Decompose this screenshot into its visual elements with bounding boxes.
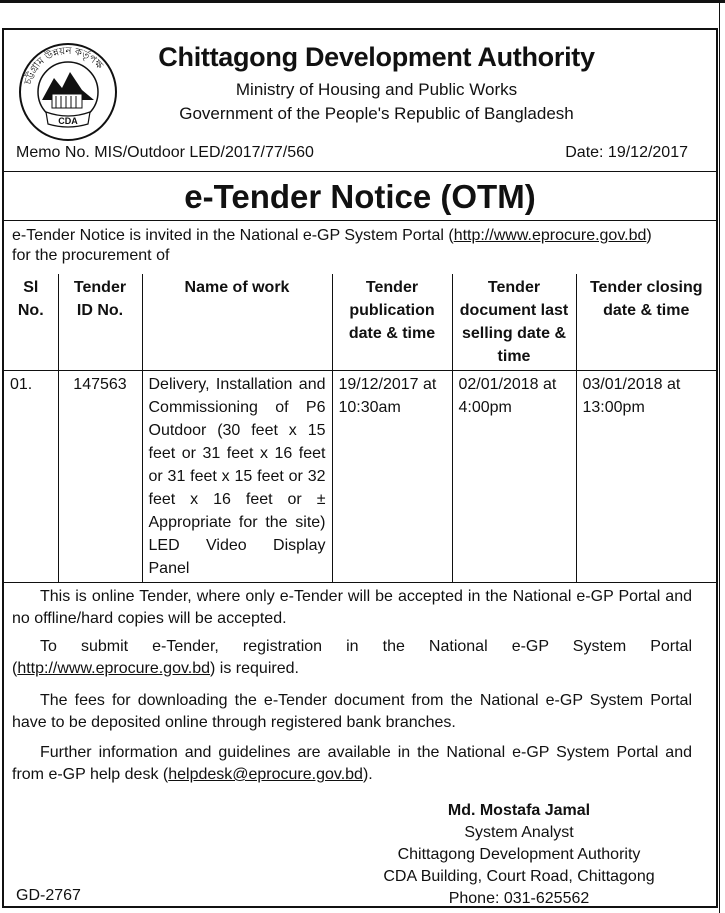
paragraph-online-tender: This is online Tender, where only e-Tender will be accepted in the National e-GP Portal and no offline/hard copies will be accepted. — [12, 588, 692, 627]
signatory-phone: Phone: 031-625562 — [448, 890, 590, 907]
col-header-closing: Tender closing date & time — [576, 274, 716, 371]
paragraph-fees: The fees for downloading the e-Tender document from the National e-GP System Portal have to be deposited online through registered bank branches. — [12, 692, 692, 731]
col-header-publication: Tender publication date & time — [332, 274, 452, 371]
right-edge-border — [719, 0, 725, 913]
p4-text-end: ). — [362, 766, 373, 783]
cell-sl: 01. — [4, 371, 58, 583]
divider-line — [4, 171, 716, 172]
signature-block — [364, 800, 674, 910]
signatory-name: Md. Mostafa Jamal — [447, 802, 591, 819]
eprocure-link-2[interactable]: http://www.eprocure.gov.bd — [17, 660, 211, 677]
eprocure-link[interactable]: http://www.eprocure.gov.bd — [453, 227, 647, 244]
gd-code: GD-2767 — [16, 887, 81, 904]
cell-name-of-work: Delivery, Installation and Commissioning of P6 Outdoor (30 feet x 15 feet or 31 feet x 16 feet or 31 feet x 15 feet or 32 feet x 16 feet or ± Appropriate for the site) LED Video Display Panel — [142, 371, 332, 583]
cell-tender-id: 147563 — [58, 371, 142, 583]
seal-ring-text: চট্টগ্রাম উন্নয়ন কর্তৃপক্ষ — [22, 45, 105, 86]
paragraph-registration — [12, 636, 692, 680]
col-header-last-selling: Tender document last selling date & time — [452, 274, 576, 371]
divider-line — [4, 220, 716, 221]
signatory-address: CDA Building, Court Road, Chittagong — [383, 868, 655, 885]
tender-table — [4, 274, 716, 583]
cell-last-selling: 02/01/2018 at 4:00pm — [452, 371, 576, 583]
cell-publication: 19/12/2017 at 10:30am — [332, 371, 452, 583]
table-header-row — [4, 274, 716, 371]
p2-text-end: ) is required. — [210, 660, 299, 677]
p2-text: To submit e-Tender, registration in the National e-GP System Portal ( — [12, 638, 692, 677]
paragraph-further-info — [12, 742, 692, 786]
notice-title: e-Tender Notice (OTM) — [184, 178, 536, 215]
memo-date: Date: 19/12/2017 — [565, 144, 688, 161]
helpdesk-email-link[interactable]: helpdesk@eprocure.gov.bd — [168, 766, 363, 783]
seal-cda-text: CDA — [58, 116, 78, 126]
signatory-organization: Chittagong Development Authority — [397, 846, 641, 863]
col-header-sl: Sl No. — [4, 274, 58, 371]
intro-line-2: for the procurement of — [12, 247, 170, 264]
notice-frame — [2, 28, 718, 908]
ministry-name: Ministry of Housing and Public Works — [235, 80, 518, 99]
cell-closing: 03/01/2018 at 13:00pm — [576, 371, 716, 583]
p4-text: Further information and guidelines are available in the National e-GP System Portal and from e-GP help desk ( — [12, 744, 692, 783]
government-name: Government of the People's Republic of Bangladesh — [179, 104, 574, 123]
intro-text-end: ) — [646, 227, 652, 244]
col-header-tender-id: Tender ID No. — [58, 274, 142, 371]
intro-paragraph — [12, 226, 688, 266]
col-header-name-of-work: Name of work — [142, 274, 332, 371]
signatory-designation: System Analyst — [464, 824, 574, 841]
intro-text: e-Tender Notice is invited in the National e-GP System Portal ( — [12, 227, 454, 244]
cda-seal-logo — [18, 42, 118, 142]
memo-number: Memo No. MIS/Outdoor LED/2017/77/560 — [16, 144, 314, 161]
organization-name: Chittagong Development Authority — [158, 42, 595, 72]
table-row — [4, 371, 716, 583]
top-border-line — [0, 0, 725, 3]
